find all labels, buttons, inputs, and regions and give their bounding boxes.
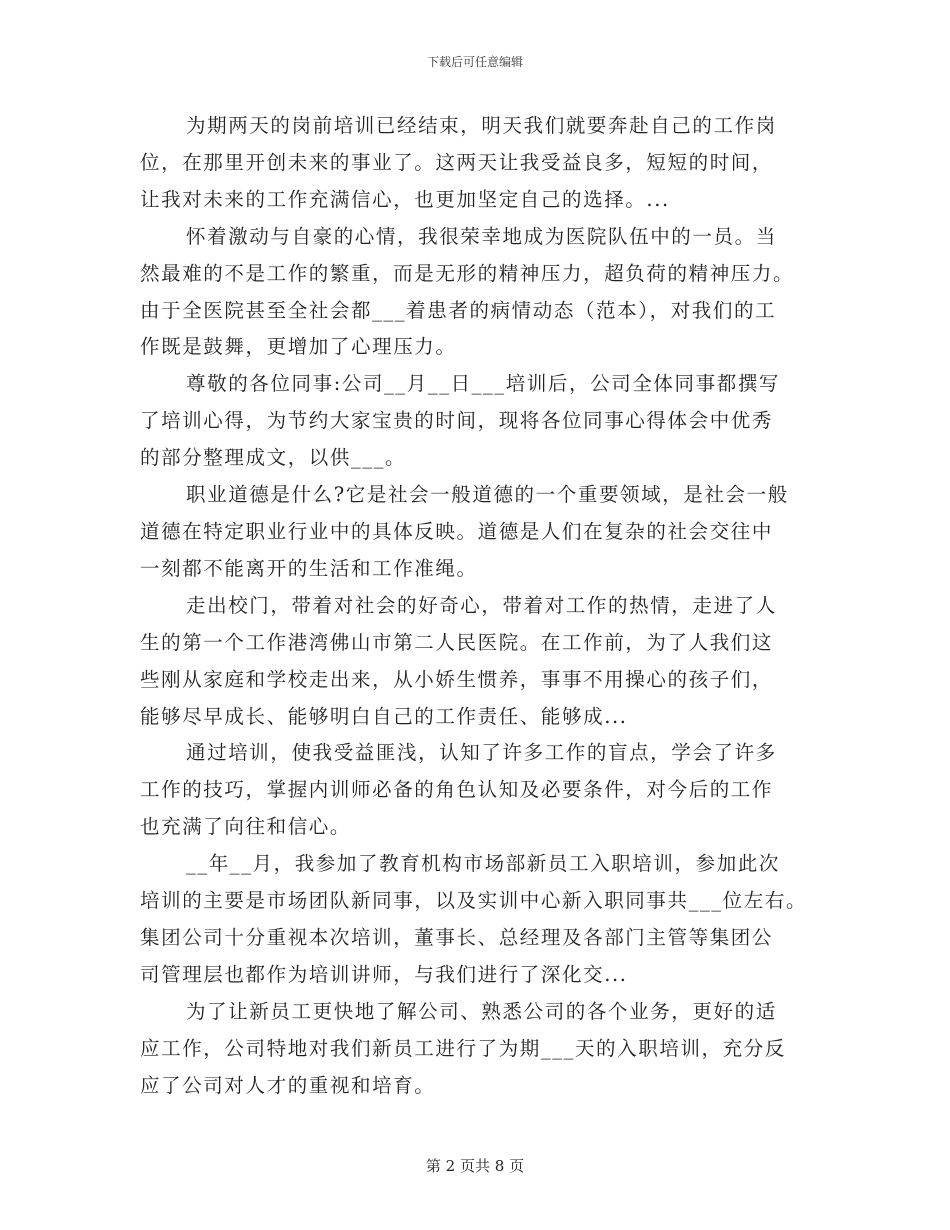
- paragraph-line: 道德在特定职业行业中的具体反映。道德是人们在复杂的社会交往中: [140, 519, 774, 543]
- paragraph-line: 由于全医院甚至全社会都___着患者的病情动态（范本），对我们的工: [140, 298, 777, 322]
- paragraph-line: 让我对未来的工作充满信心，也更加坚定自己的选择。...: [140, 187, 670, 211]
- document-body: [140, 108, 830, 1104]
- paragraph-2: [140, 219, 830, 367]
- paragraph-line: 怀着激动与自豪的心情，我很荣幸地成为医院队伍中的一员。当: [186, 224, 777, 248]
- paragraph-line: 了培训心得，为节约大家宝贵的时间，现将各位同事心得体会中优秀: [140, 409, 774, 433]
- paragraph-line: 一刻都不能离开的生活和工作准绳。: [140, 556, 478, 580]
- paragraph-1: [140, 108, 830, 219]
- paragraph-line: 生的第一个工作港湾佛山市第二人民医院。在工作前，为了人我们这: [140, 630, 774, 654]
- paragraph-line: 为期两天的岗前培训已经结束，明天我们就要奔赴自己的工作岗: [186, 114, 777, 137]
- paragraph-6: [140, 735, 830, 846]
- paragraph-7: [140, 846, 830, 994]
- paragraph-8: [140, 994, 830, 1105]
- paragraph-line: __年__月，我参加了教育机构市场部新员工入职培训，参加此次: [186, 852, 781, 876]
- paragraph-line: 工作的技巧，掌握内训师必备的角色认知及必要条件，对今后的工作: [140, 778, 774, 802]
- paragraph-line: 的部分整理成文，以供___。: [140, 446, 407, 470]
- paragraph-4: [140, 477, 830, 588]
- paragraph-line: 应了公司对人才的重视和培育。: [140, 1073, 436, 1097]
- paragraph-line: 尊敬的各位同事:公司__月__日___培训后，公司全体同事都撰写: [186, 372, 781, 396]
- paragraph-line: 作既是鼓舞，更增加了心理压力。: [140, 335, 457, 359]
- paragraph-line: 些刚从家庭和学校走出来，从小娇生惯养，事事不用操心的孩子们，: [140, 667, 774, 691]
- paragraph-line: 为了让新员工更快地了解公司、熟悉公司的各个业务，更好的适: [186, 999, 777, 1023]
- paragraph-line: 也充满了向往和信心。: [140, 815, 352, 839]
- paragraph-line: 通过培训，使我受益匪浅，认知了许多工作的盲点，学会了许多: [186, 741, 777, 765]
- paragraph-3: [140, 366, 830, 477]
- paragraph-line: 能够尽早成长、能够明白自己的工作责任、能够成...: [140, 704, 628, 728]
- paragraph-line: 位，在那里开创未来的事业了。这两天让我受益良多，短短的时间，: [140, 150, 774, 174]
- paragraph-line: 然最难的不是工作的繁重，而是无形的精神压力，超负荷的精神压力。: [140, 261, 795, 285]
- page-footer: 第 2 页共 8 页: [425, 1157, 525, 1175]
- paragraph-line: 应工作，公司特地对我们新员工进行了为期___天的入职培训，充分反: [140, 1036, 786, 1060]
- paragraph-line: 集团公司十分重视本次培训，董事长、总经理及各部门主管等集团公: [140, 925, 774, 949]
- paragraph-line: 职业道德是什么?它是社会一般道德的一个重要领域，是社会一般: [186, 483, 789, 507]
- paragraph-line: 司管理层也都作为培训讲师，与我们进行了深化交...: [140, 962, 628, 986]
- paragraph-line: 走出校门，带着对社会的好奇心，带着对工作的热情，走进了人: [186, 593, 777, 617]
- paragraph-5: [140, 588, 830, 736]
- paragraph-line: 培训的主要是市场团队新同事，以及实训中心新入职同事共___位左右。: [140, 889, 808, 913]
- page-header: 下载后可任意编辑: [426, 55, 523, 69]
